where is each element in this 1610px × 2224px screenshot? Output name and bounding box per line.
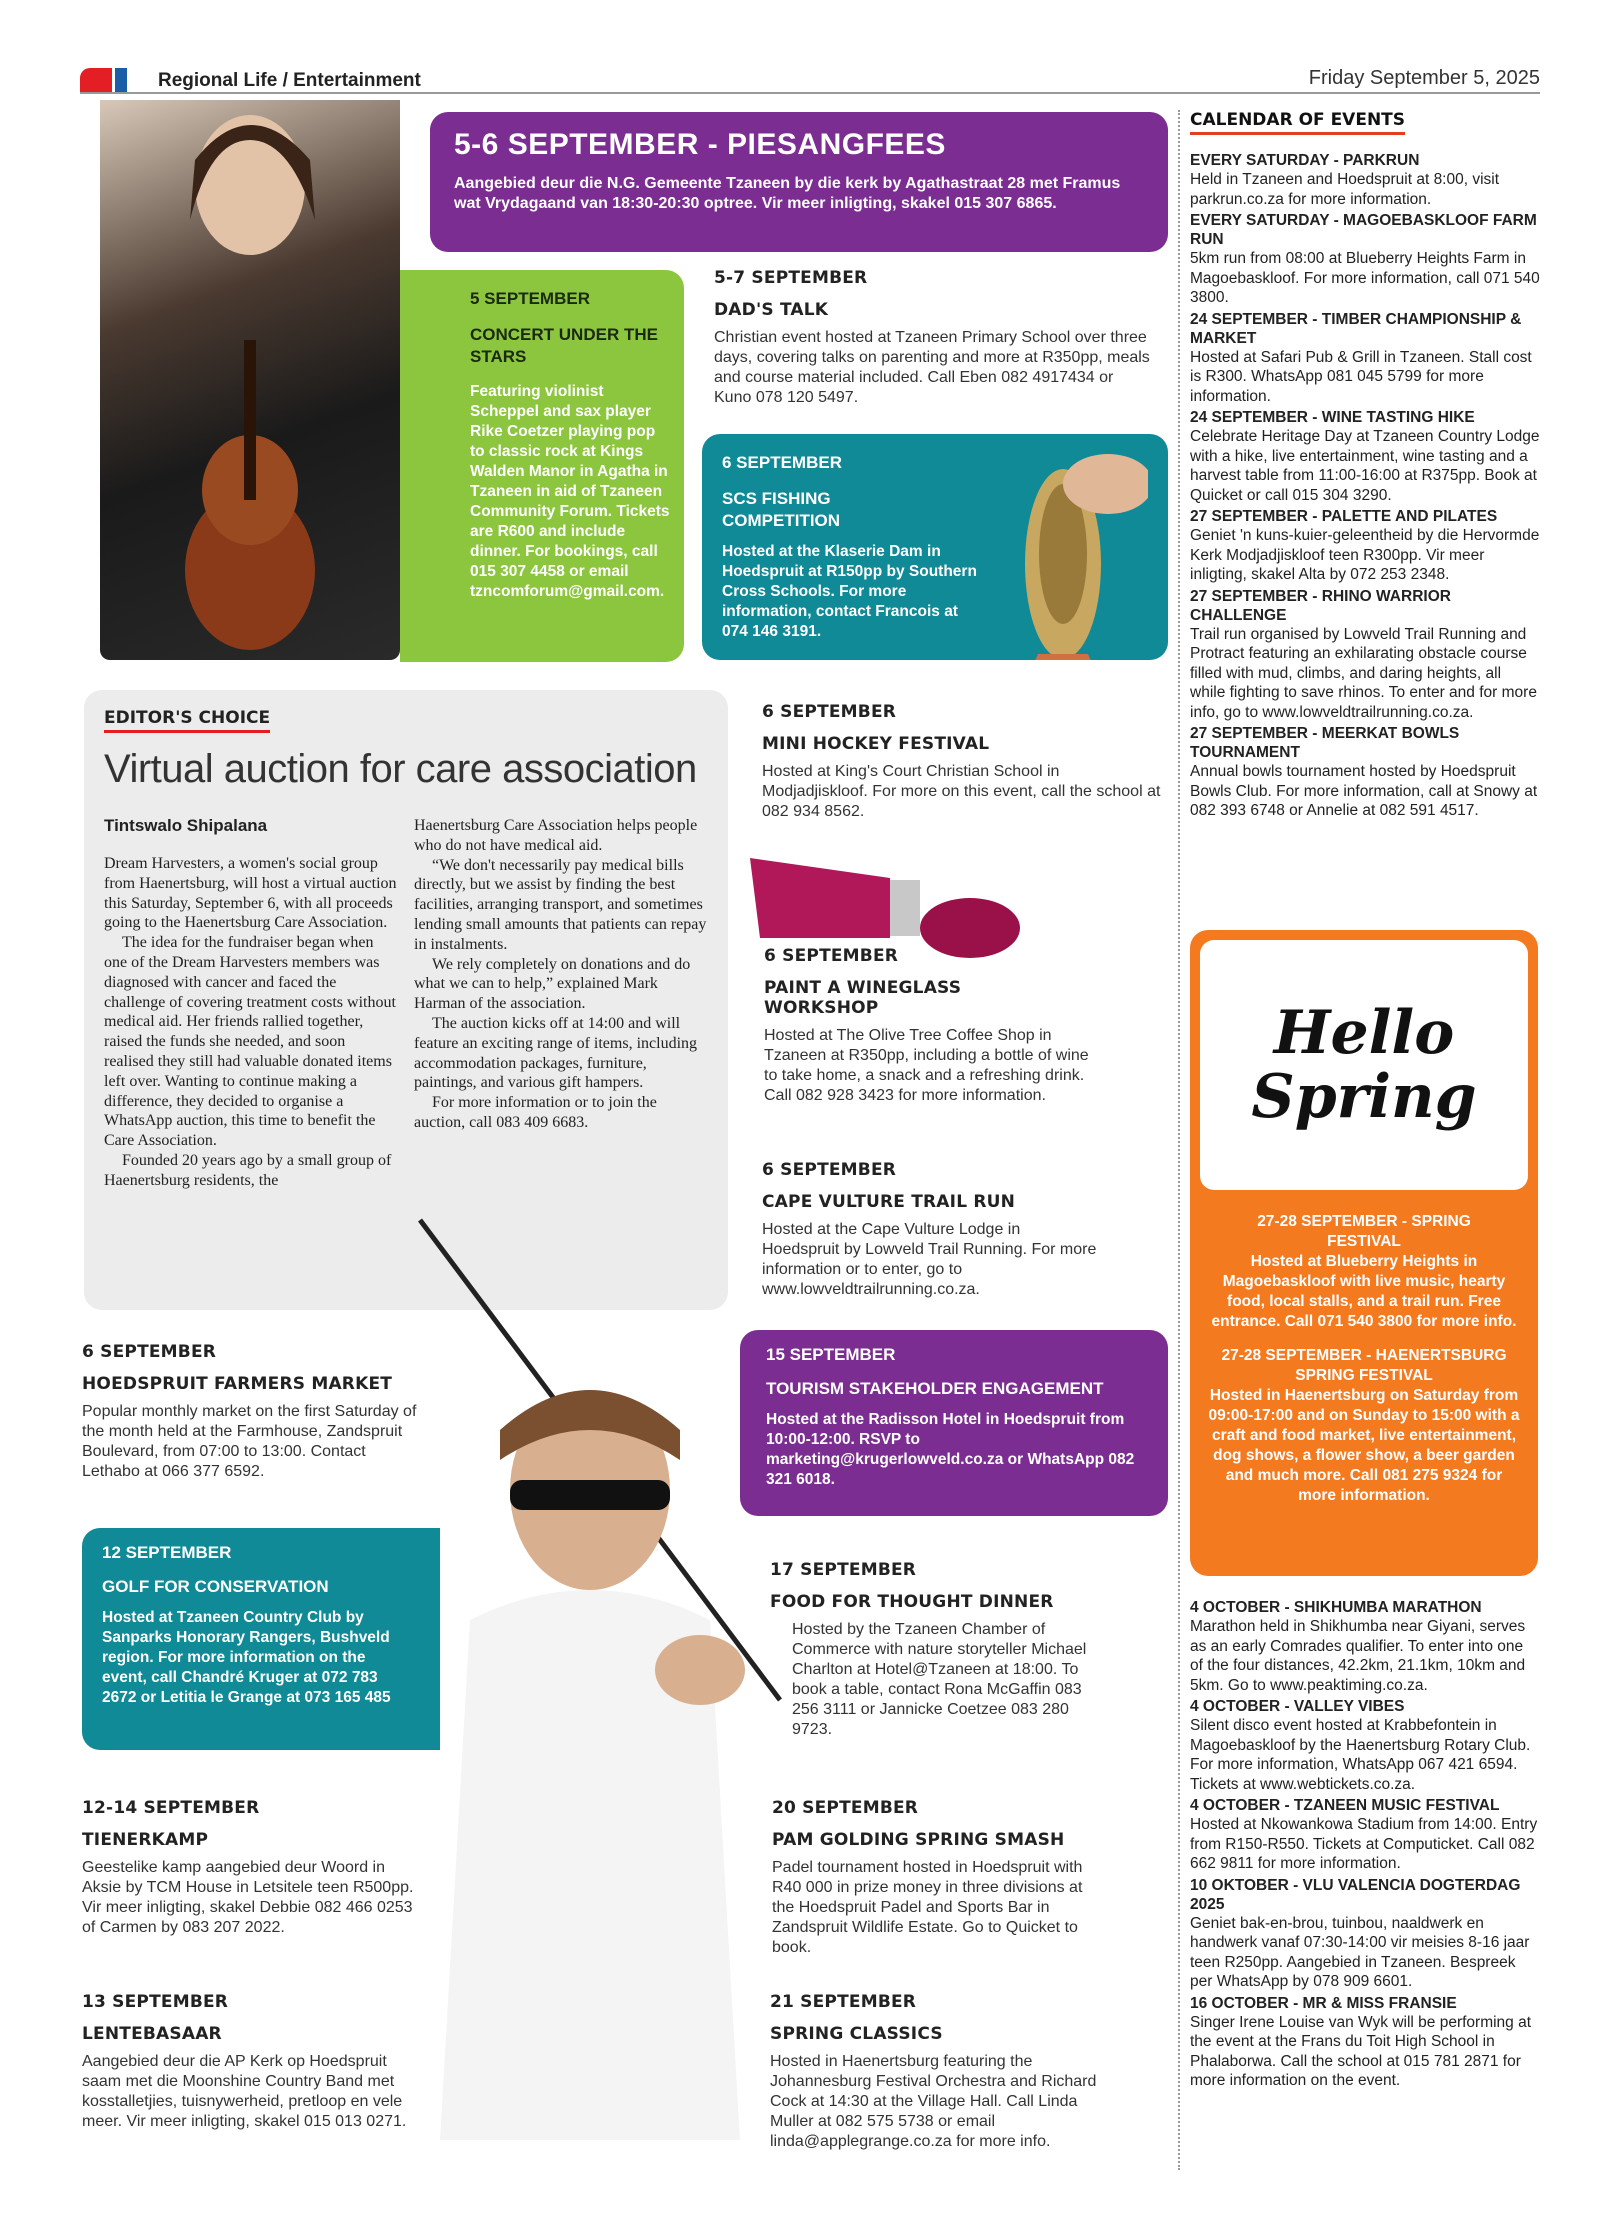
violinist-photo — [100, 100, 400, 660]
calendar-event-body: Held in Tzaneen and Hoedspruit at 8:00, visit parkrun.co.za for more information. — [1190, 171, 1500, 208]
fish-photo — [978, 444, 1148, 660]
article-col-2 — [414, 816, 708, 1191]
violin-icon — [100, 100, 400, 660]
column-divider — [1178, 110, 1180, 2170]
byline: Tintswalo Shipalana — [104, 816, 268, 835]
calendar-event — [1190, 211, 1540, 308]
spring-festival-heading: 27-28 SEPTEMBER - SPRING FESTIVAL — [1257, 1213, 1471, 1250]
calendar-event-heading: EVERY SATURDAY - MAGOEBASKLOOF FARM RUN — [1190, 212, 1537, 248]
calendar-event-heading: 24 SEPTEMBER - TIMBER CHAMPIONSHIP & MARKET — [1190, 310, 1522, 347]
spring-text: Spring — [1251, 1062, 1477, 1132]
concert-box — [400, 270, 684, 662]
paint-name: PAINT A WINEGLASS WORKSHOP — [764, 978, 962, 1018]
golf-box — [82, 1528, 440, 1750]
food-event — [770, 1560, 1100, 1740]
calendar-event-body: Geniet 'n kuns-kuier-geleentheid by die Hervormde Kerk Modjadjiskloof teen R300pp. Vir meer inligting, skakel Alta by 072 253 2348. — [1190, 527, 1540, 583]
calendar-event — [1190, 408, 1540, 505]
lente-date: 13 SEPTEMBER — [82, 1992, 229, 2012]
piesangfees-title: 5-6 SEPTEMBER - PIESANGFEES — [454, 128, 946, 161]
fishing-box — [702, 434, 1168, 660]
spring-festival-body: Hosted at Blueberry Heights in Magoebaskloof with live music, hearty food, local stalls, and a trail run. Free entrance. Call 071 540 3800 for more info. — [1211, 1253, 1517, 1330]
header-rule — [80, 92, 1540, 94]
farmers-date: 6 SEPTEMBER — [82, 1342, 217, 1362]
vulture-date: 6 SEPTEMBER — [762, 1160, 897, 1180]
calendar-event — [1190, 1796, 1540, 1874]
pam-body: Padel tournament hosted in Hoedspruit with R40 000 in prize money in three divisions at the Hoedspruit Padel and Sports Bar in Zandspruit Wildlife Estate. Go to Quicket to book. — [772, 1859, 1083, 1956]
article-paragraph: “We don't necessarily pay medical bills directly, but we assist by finding the best facilities, arranging transport, and sometimes lending small amounts that patients can repay in instalments. — [414, 856, 707, 953]
tienerkamp-name: TIENERKAMP — [82, 1830, 209, 1850]
paint-date: 6 SEPTEMBER — [764, 946, 899, 966]
concert-body: Featuring violinist Scheppel and sax player Rike Coetzer playing pop to classic rock at Kings Walden Manor in Agatha in Tzaneen in aid of Tzaneen Community Forum. Tickets are R600 and include dinner. For bookings, call 015 307 4458 or email tzncomforum@gmail.com. — [470, 383, 670, 600]
article-col-1 — [104, 854, 398, 1191]
calendar-event-heading: 27 SEPTEMBER - MEERKAT BOWLS TOURNAMENT — [1190, 725, 1460, 761]
vulture-body: Hosted at the Cape Vulture Lodge in Hoedspruit by Lowveld Trail Running. For more information or to enter, go to www.lowveldtrailrunning.co.za. — [762, 1221, 1097, 1298]
vulture-event — [762, 1160, 1102, 1300]
piesangfees-box — [430, 112, 1168, 252]
calendar-event-body: Singer Irene Louise van Wyk will be performing at the event at the Frans du Toit High School in Phalaborwa. Call the school at 015 781 2871 for more information on the event. — [1190, 2013, 1532, 2089]
section-tabs — [80, 68, 127, 92]
haenertsburg-festival-body: Hosted in Haenertsburg on Saturday from 09:00-17:00 and on Sunday to 15:00 with a craft and food market, live entertainment, dog shows, a flower show, a beer garden and much more. Call 081 275 9324 for more information. — [1208, 1387, 1520, 1504]
spring-festival-box — [1190, 930, 1538, 1576]
calendar-event-body: Silent disco event hosted at Krabbefontein in Magoebaskloof by the Haenertsburg Rotary Club. For more information, WhatsApp 067 421 6594. Tickets at www.webtickets.co.za. — [1190, 1717, 1531, 1793]
farmers-name: HOEDSPRUIT FARMERS MARKET — [82, 1374, 393, 1394]
calendar-event-body: Trail run organised by Lowveld Trail Running and Protract featuring an exhilarating obstacle course filled with mud, climbs, and daring heights, all while fighting to save rhinos. To enter and for more info, go to www.lowveldtrailrunning.co.za. — [1190, 625, 1537, 721]
golf-name: GOLF FOR CONSERVATION — [102, 1577, 329, 1596]
calendar-event-heading: 16 OCTOBER - MR & MISS FRANSIE — [1190, 1994, 1457, 2012]
food-date: 17 SEPTEMBER — [770, 1560, 917, 1580]
calendar-event-body: Hosted at Nkowankowa Stadium from 14:00. Entry from R150-R550. Tickets at Computicket. Call 082 662 9811 for more information. — [1190, 1816, 1538, 1872]
calendar-event — [1190, 587, 1540, 723]
golfer-photo — [380, 1200, 800, 2140]
hockey-name: MINI HOCKEY FESTIVAL — [762, 734, 990, 754]
calendar-event-body: 5km run from 08:00 at Blueberry Heights Farm in Magoebaskloof. For more information, call 071 540 3800. — [1190, 250, 1540, 306]
calendar-event-body: Annual bowls tournament hosted by Hoedspruit Bowls Club. For more information, call at Snowy at 082 393 6748 or Annelie at 082 591 4517. — [1190, 763, 1538, 819]
fishing-name: SCS FISHING COMPETITION — [722, 489, 841, 530]
calendar-event-heading: EVERY SATURDAY - PARKRUN — [1190, 152, 1420, 169]
calendar-of-events — [1190, 110, 1540, 823]
october-events — [1190, 1598, 1540, 2093]
calendar-event-body: Geniet bak-en-brou, tuinbou, naaldwerk en handwerk vanaf 07:30-14:00 vir meisies 8-16 jaar teen R250pp. Aangebied in Tzaneen. Bespreek per WhatsApp by 078 909 6601. — [1190, 1914, 1530, 1990]
tourism-body: Hosted at the Radisson Hotel in Hoedspruit from 10:00-12:00. RSVP to marketing@krugerlowveld.co.za or WhatsApp 082 321 6018. — [766, 1411, 1135, 1488]
pam-golding-event — [772, 1798, 1102, 1958]
calendar-event — [1190, 310, 1540, 407]
calendar-title: CALENDAR OF EVENTS — [1190, 110, 1405, 135]
calendar-event-body: Hosted at Safari Pub & Grill in Tzaneen. Stall cost is R300. WhatsApp 081 045 5799 for more information. — [1190, 348, 1532, 405]
pam-name: PAM GOLDING SPRING SMASH — [772, 1830, 1065, 1850]
calendar-event-heading: 4 OCTOBER - SHIKHUMBA MARATHON — [1190, 1599, 1482, 1616]
article-paragraph: The auction kicks off at 14:00 and will feature an exciting range of items, including accommodation packages, furniture, paintings, and various gift hampers. — [414, 1014, 698, 1092]
tourism-date: 15 SEPTEMBER — [766, 1345, 896, 1364]
concert-date: 5 SEPTEMBER — [470, 289, 590, 308]
calendar-event — [1190, 507, 1540, 585]
calendar-event-body: Celebrate Heritage Day at Tzaneen Country Lodge with a hike, live entertainment, wine tasting and a harvest table from 11:00-16:00 at R375pp. Book at Quicket or call 015 304 3290. — [1190, 428, 1540, 504]
hello-spring-card — [1200, 940, 1528, 1190]
hockey-event — [762, 702, 1162, 822]
calendar-event — [1190, 1994, 1540, 2091]
lentebasaar-event — [82, 1992, 422, 2132]
blue-tab — [115, 68, 127, 92]
article-paragraph: Dream Harvesters, a women's social group from Haenertsburg, will host a virtual auction this Saturday, September 6, with all proceeds going to the Haenertsburg Care Association. — [104, 855, 397, 932]
golf-date: 12 SEPTEMBER — [102, 1543, 232, 1562]
spring-classics-event — [770, 1992, 1110, 2152]
tienerkamp-body: Geestelike kamp aangebied deur Woord in Aksie by TCM House in Letsitele teen R500pp. Vir meer inligting, skakel Debbie 082 466 0253 of Carmen by 083 207 2022. — [82, 1859, 414, 1936]
red-tab — [80, 68, 112, 92]
hello-text: Hello — [1273, 998, 1455, 1068]
calendar-event — [1190, 1876, 1540, 1992]
hockey-date: 6 SEPTEMBER — [762, 702, 897, 722]
classics-date: 21 SEPTEMBER — [770, 1992, 917, 2012]
calendar-event — [1190, 1697, 1540, 1794]
calendar-event-heading: 27 SEPTEMBER - PALETTE AND PILATES — [1190, 508, 1498, 525]
lente-name: LENTEBASAAR — [82, 2024, 222, 2044]
calendar-event-heading: 10 OKTOBER - VLU VALENCIA DOGTERDAG 2025 — [1190, 1876, 1521, 1913]
article-paragraph: For more information or to join the auction, call 083 409 6683. — [414, 1094, 657, 1131]
dads-talk-date: 5-7 SEPTEMBER — [714, 268, 868, 288]
article-paragraph: Haenertsburg Care Association helps people who do not have medical aid. — [414, 817, 698, 854]
fishing-body: Hosted at the Klaserie Dam in Hoedspruit at R150pp by Southern Cross Schools. For more information, contact Francois at 074 146 3191. — [722, 543, 977, 640]
dads-talk-event — [714, 268, 1154, 408]
article-paragraph: We rely completely on donations and do what we can to help,” explained Mark Harman of the association. — [414, 955, 691, 1013]
food-name: FOOD FOR THOUGHT DINNER — [770, 1592, 1054, 1612]
haenertsburg-festival-heading: 27-28 SEPTEMBER - HAENERTSBURG SPRING FESTIVAL — [1221, 1347, 1507, 1384]
calendar-event — [1190, 1598, 1540, 1695]
concert-name: CONCERT UNDER THE STARS — [470, 325, 658, 366]
calendar-event-heading: 4 OCTOBER - VALLEY VIBES — [1190, 1698, 1405, 1715]
tourism-name: TOURISM STAKEHOLDER ENGAGEMENT — [766, 1379, 1104, 1398]
calendar-event-heading: 4 OCTOBER - TZANEEN MUSIC FESTIVAL — [1190, 1797, 1500, 1814]
classics-body: Hosted in Haenertsburg featuring the Johannesburg Festival Orchestra and Richard Cock at 14:30 at the Village Hall. Call Linda Muller at 082 575 5738 or email linda@applegrange.co.za for more info. — [770, 2053, 1097, 2150]
calendar-event — [1190, 151, 1540, 209]
lente-body: Aangebied deur die AP Kerk op Hoedspruit saam met die Moonshine Country Band met kosstalletjies, tuisnywerheid, pretloop en vele meer. Vir meer inligting, skakel 015 013 0271. — [82, 2053, 407, 2130]
dads-talk-name: DAD'S TALK — [714, 300, 829, 320]
paint-body: Hosted at The Olive Tree Coffee Shop in Tzaneen at R350pp, including a bottle of wine to take home, a snack and a refreshing drink. Call 082 928 3423 for more information. — [764, 1027, 1089, 1104]
pam-date: 20 SEPTEMBER — [772, 1798, 919, 1818]
calendar-event-heading: 24 SEPTEMBER - WINE TASTING HIKE — [1190, 409, 1475, 426]
calendar-event-heading: 27 SEPTEMBER - RHINO WARRIOR CHALLENGE — [1190, 587, 1451, 624]
farmers-body: Popular monthly market on the first Saturday of the month held at the Farmhouse, Zandspruit Boulevard, from 07:00 to 13:00. Contact Lethabo at 066 377 6592. — [82, 1403, 417, 1480]
spring-festival-text — [1190, 1200, 1538, 1518]
food-body: Hosted by the Tzaneen Chamber of Commerce with nature storyteller Michael Charlton at Hotel@Tzaneen at 18:00. To book a table, contact Rona McGaffin 083 256 3111 or Jannicke Coetzee 083 280 9723. — [792, 1621, 1087, 1738]
calendar-event — [1190, 724, 1540, 821]
golf-body: Hosted at Tzaneen Country Club by Sanparks Honorary Rangers, Bushveld region. For more information on the event, call Chandré Kruger at 072 783 2672 or Letitia le Grange at 073 165 485 — [102, 1609, 391, 1706]
article-paragraph: Founded 20 years ago by a small group of Haenertsburg residents, the — [104, 1151, 392, 1189]
piesangfees-body: Aangebied deur die N.G. Gemeente Tzaneen by die kerk by Agathastraat 28 met Framus wat Vrydagaand van 18:30-20:30 optree. Vir meer inligting, skakel 015 307 6865. — [454, 175, 1121, 212]
issue-date: Friday September 5, 2025 — [1308, 67, 1540, 89]
tienerkamp-date: 12-14 SEPTEMBER — [82, 1798, 260, 1818]
tourism-box — [740, 1330, 1168, 1516]
calendar-event-body: Marathon held in Shikhumba near Giyani, serves as an early Comrades qualifier. To enter into one of the four distances, 42.2km, 21.1km, 10km and 5km. Go to www.peaktiming.co.za. — [1190, 1618, 1526, 1694]
vulture-name: CAPE VULTURE TRAIL RUN — [762, 1192, 1016, 1212]
dads-talk-body: Christian event hosted at Tzaneen Primary School over three days, covering talks on parenting and more at R350pp, meals and course material included. Call Eben 082 4917434 or Kuno 078 120 5497. — [714, 329, 1150, 406]
farmers-market-event — [82, 1342, 422, 1482]
editors-choice-headline: Virtual auction for care association — [104, 747, 697, 791]
tienerkamp-event — [82, 1798, 422, 1938]
editors-choice-kicker: EDITOR'S CHOICE — [104, 708, 270, 733]
article-paragraph: The idea for the fundraiser began when one of the Dream Harvesters members was diagnosed with cancer and faced the challenge of covering treatment costs without medical aid. Her friends rallied together, raised the funds she needed, and soon realised they still had valuable donated items left over. Wanting to continue making a difference, they decided to organise a WhatsApp auction, this time to benefit the Care Association. — [104, 934, 396, 1150]
paint-event — [764, 946, 1164, 1106]
section-label: Regional Life / Entertainment — [158, 70, 421, 91]
hockey-body: Hosted at King's Court Christian School in Modjadjiskloof. For more on this event, call the school at 082 934 8562. — [762, 763, 1161, 820]
fishing-date: 6 SEPTEMBER — [722, 453, 842, 472]
classics-name: SPRING CLASSICS — [770, 2024, 943, 2044]
